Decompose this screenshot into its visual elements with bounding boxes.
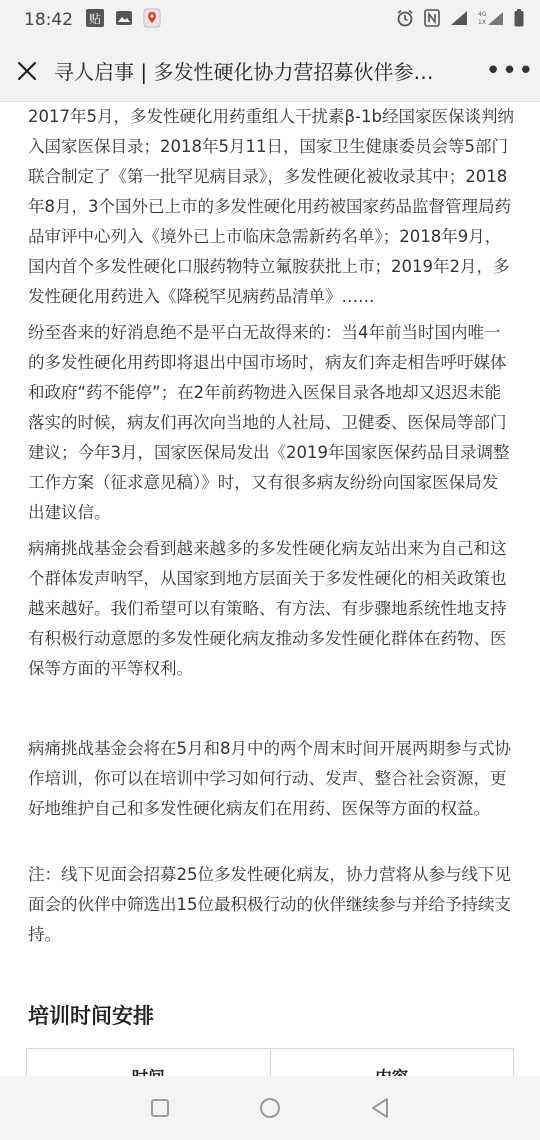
nfc-icon: [424, 9, 440, 31]
article-paragraph-5: 注：线下见面会招募25位多发性硬化病友，协力营将从参与线下见面会的伙伴中筛选出15位最积极行动的伙伴继续参与并给予持续支持。: [28, 865, 511, 944]
recent-apps-button[interactable]: [105, 1076, 215, 1140]
triangle-back-icon: [370, 1097, 390, 1119]
close-button[interactable]: [0, 40, 54, 102]
more-icon: •••: [485, 55, 535, 86]
more-options-button[interactable]: [480, 40, 540, 102]
article-paragraph-4: 病痛挑战基金会将在5月和8月中的两个周末时间开展两期参与式协作培训，你可以在培训中学习如何行动、发声、整合社会资源，更好地维护自己和多发性硬化病友们在用药、医保等方面的权益。: [28, 739, 511, 818]
article-content[interactable]: [0, 102, 540, 1076]
status-bar: [0, 0, 540, 40]
article-paragraph-2: 纷至沓来的好消息绝不是平白无故得来的：当4年前当时国内唯一的多发性硬化用药即将退出中国市场时，病友们奔走相告呼吁媒体和政府“药不能停”；在2年前药物进入医保目录各地却又迟迟未能落实的时候，病友们再次向当地的人社局、卫健委、医保局等部门建议；今年3月，国家医保局发出《2019年国家医保药品目录调整工作方案（征求意见稿）》时，又有很多病友纷纷向国家医保局发出建议信。: [28, 323, 510, 522]
image-icon: [115, 9, 133, 31]
square-recent-icon: [150, 1098, 170, 1118]
circle-home-icon: [259, 1097, 281, 1119]
svg-text:4G: 4G: [478, 11, 487, 18]
page-title: 寻人启事 | 多发性硬化协力营招募伙伴参…: [54, 60, 434, 84]
battery-icon: [514, 9, 524, 31]
home-button[interactable]: [215, 1076, 325, 1140]
navigation-bar: [0, 1076, 540, 1140]
paste-icon: [85, 8, 105, 32]
4g-signal-icon: [478, 10, 504, 30]
signal-icon: [450, 10, 468, 30]
back-button[interactable]: [325, 1076, 435, 1140]
article-paragraph-3: 病痛挑战基金会看到越来越多的多发性硬化病友站出来为自己和这个群体发声呐罕，从国家到地方层面关于多发性硬化的相关政策也越来越好。我们希望可以有策略、有方法、有步骤地系统性地支持有积极行动意愿的多发性硬化病友推动多发性硬化群体在药物、医保等方面的平等权利。: [28, 539, 507, 678]
svg-text:1X: 1X: [478, 19, 486, 26]
close-icon: [17, 61, 37, 81]
title-bar: [0, 40, 540, 102]
map-pin-icon: [143, 8, 161, 32]
alarm-icon: [396, 9, 414, 31]
section-title: 培训时间安排: [28, 1004, 154, 1028]
paste-badge-text: 贴: [88, 12, 102, 26]
article-paragraph-1: 2017年5月，多发性硬化用药重组人干扰素β-1b经国家医保谈判纳入国家医保目录；2018年5月11日，国家卫生健康委员会等5部门联合制定了《第一批罕见病目录》，多发性硬化被收录其中；2018年8月，3个国外已上市的多发性硬化用药被国家药品监督管理局药品审评中心列入《境外已上市临床急需新药名单》；2018年9月，国内首个多发性硬化口服药物特立氟胺获批上市；2019年2月，多发性硬化用药进入《降税罕见病药品清单》……: [28, 107, 514, 306]
status-time: 18:42: [24, 10, 73, 30]
